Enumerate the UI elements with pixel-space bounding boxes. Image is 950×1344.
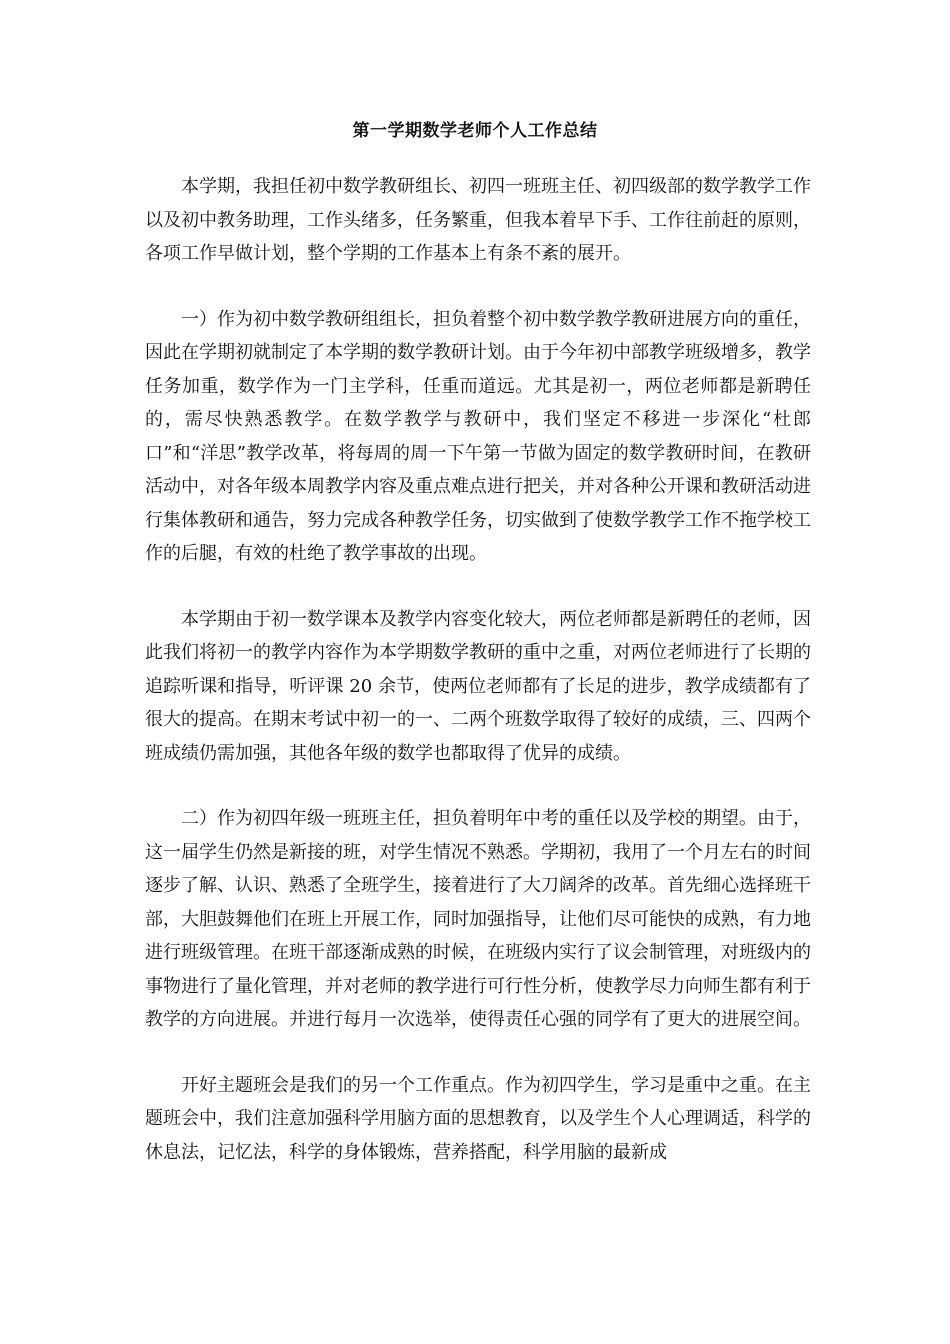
paragraph-2: 一）作为初中数学教研组组长，担负着整个初中数学教学教研进展方向的重任，因此在学期初就制定了本学期的数学教研计划。由于今年初中部教学班级增多，教学任务加重，数学作为一门主学科，任重而道远。尤其是初一，两位老师都是新聘任的，需尽快熟悉教学。在数学教学与教研中，我们坚定不移进一步深化“杜郎口”和“洋思”教学改革，将每周的周一下午第一节做为固定的数学教研时间，在教研活动中，对各年级本周教学内容及重点难点进行把关，并对各种公开课和教研活动进行集体教研和通告，努力完成各种教学任务，切实做到了使数学教学工作不拖学校工作的后腿，有效的杜绝了教学事故的出现。 (145, 308, 811, 564)
document-body (145, 170, 811, 1201)
paragraph-3: 本学期由于初一数学课本及教学内容变化较大，两位老师都是新聘任的老师，因此我们将初一的教学内容作为本学期数学教研的重中之重，对两位老师进行了长期的追踪听课和指导，听评课 20 余节，使两位老师都有了长足的进步，教学成绩都有了很大的提高。在期末考试中初一的一、二两个班数学取得了较好的成绩，三、四两个班成绩仍需加强，其他各年级的数学也都取得了优异的成绩。 (145, 608, 811, 764)
document-title: 第一学期数学老师个人工作总结 (352, 121, 598, 141)
paragraph-5: 开好主题班会是我们的另一个工作重点。作为初四学生，学习是重中之重。在主题班会中，我们注意加强科学用脑方面的思想教育，以及学生个人心理调适，科学的休息法，记忆法，科学的身体锻炼，营养搭配，科学用脑的最新成 (145, 1074, 811, 1163)
paragraph-1: 本学期，我担任初中数学教研组长、初四一班班主任、初四级部的数学教学工作以及初中教务助理，工作头绪多，任务繁重，但我本着早下手、工作往前赶的原则，各项工作早做计划，整个学期的工作基本上有条不紊的展开。 (145, 176, 811, 264)
paragraph-4: 二）作为初四年级一班班主任，担负着明年中考的重任以及学校的期望。由于，这一届学生仍然是新接的班，对学生情况不熟悉。学期初，我用了一个月左右的时间逐步了解、认识、熟悉了全班学生，接着进行了大刀阔斧的改革。首先细心选择班干部，大胆鼓舞他们在班上开展工作，同时加强指导，让他们尽可能快的成熟，有力地进行班级管理。在班干部逐渐成熟的时候，在班级内实行了议会制管理，对班级内的事物进行了量化管理，并对老师的教学进行可行性分析，使教学尽力向师生都有利于教学的方向进展。并进行每月一次选举，使得责任心强的同学有了更大的进展空间。 (145, 808, 811, 1030)
